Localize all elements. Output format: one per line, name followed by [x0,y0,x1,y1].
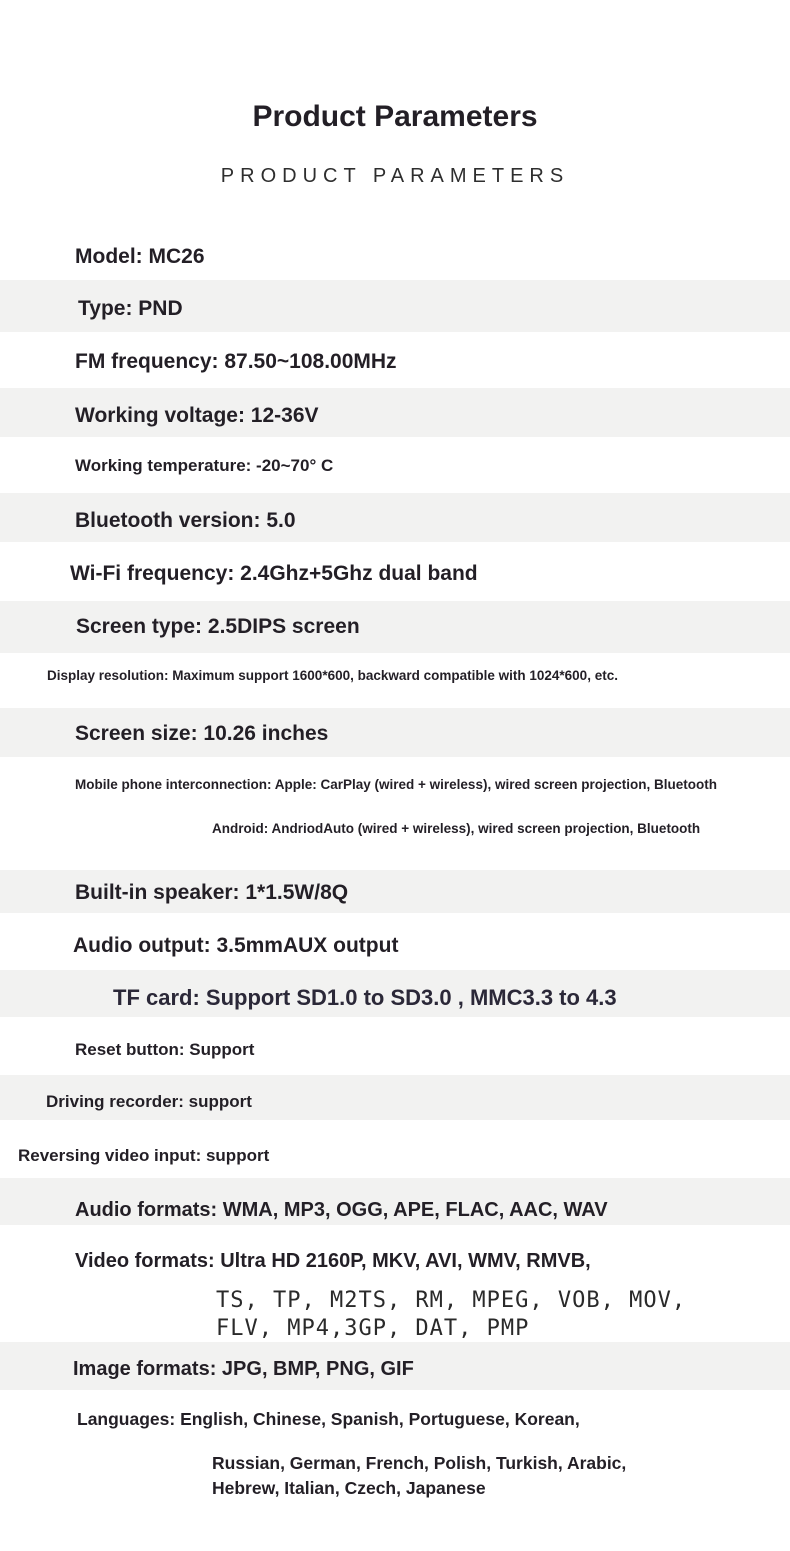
spec-video-formats-line2: TS, TP, M2TS, RM, MPEG, VOB, MOV, [216,1288,687,1313]
spec-tf-card: TF card: Support SD1.0 to SD3.0 , MMC3.3 to 4.3 [113,985,617,1010]
spec-fm-frequency: FM frequency: 87.50~108.00MHz [75,350,397,373]
spec-phone-interconnection-line1: Mobile phone interconnection: Apple: CarPlay (wired + wireless), wired screen projection, Bluetooth [75,777,717,792]
spec-screen-type: Screen type: 2.5DIPS screen [76,615,360,638]
spec-builtin-speaker: Built-in speaker: 1*1.5W/8Q [75,881,349,904]
spec-bluetooth-version: Bluetooth version: 5.0 [75,509,296,532]
spec-audio-output: Audio output: 3.5mmAUX output [73,934,399,957]
page-subtitle: PRODUCT PARAMETERS [220,165,570,187]
spec-model: Model: MC26 [75,245,205,268]
spec-driving-recorder: Driving recorder: support [46,1092,252,1111]
spec-wifi-frequency: Wi-Fi frequency: 2.4Ghz+5Ghz dual band [70,562,478,585]
spec-display-resolution: Display resolution: Maximum support 1600*600, backward compatible with 1024*600, etc. [47,668,618,683]
spec-phone-interconnection-line2: Android: AndriodAuto (wired + wireless), wired screen projection, Bluetooth [212,821,701,836]
spec-video-formats-line1: Video formats: Ultra HD 2160P, MKV, AVI, WMV, RMVB, [75,1250,591,1272]
spec-image-formats: Image formats: JPG, BMP, PNG, GIF [73,1358,414,1380]
spec-languages-line2: Russian, German, French, Polish, Turkish, Arabic, [212,1453,627,1473]
spec-working-voltage: Working voltage: 12-36V [75,404,319,427]
spec-languages-line1: Languages: English, Chinese, Spanish, Portuguese, Korean, [77,1409,580,1429]
spec-languages-line3: Hebrew, Italian, Czech, Japanese [212,1478,486,1498]
spec-screen-size: Screen size: 10.26 inches [75,722,329,745]
spec-working-temperature: Working temperature: -20~70° C [75,456,334,475]
spec-reversing-video-input: Reversing video input: support [18,1146,270,1165]
spec-reset-button: Reset button: Support [75,1040,255,1059]
spec-audio-formats: Audio formats: WMA, MP3, OGG, APE, FLAC, AAC, WAV [75,1199,608,1221]
spec-video-formats-line3: FLV, MP4,3GP, DAT, PMP [216,1316,530,1341]
spec-type: Type: PND [78,297,183,320]
page-title: Product Parameters [252,100,538,133]
